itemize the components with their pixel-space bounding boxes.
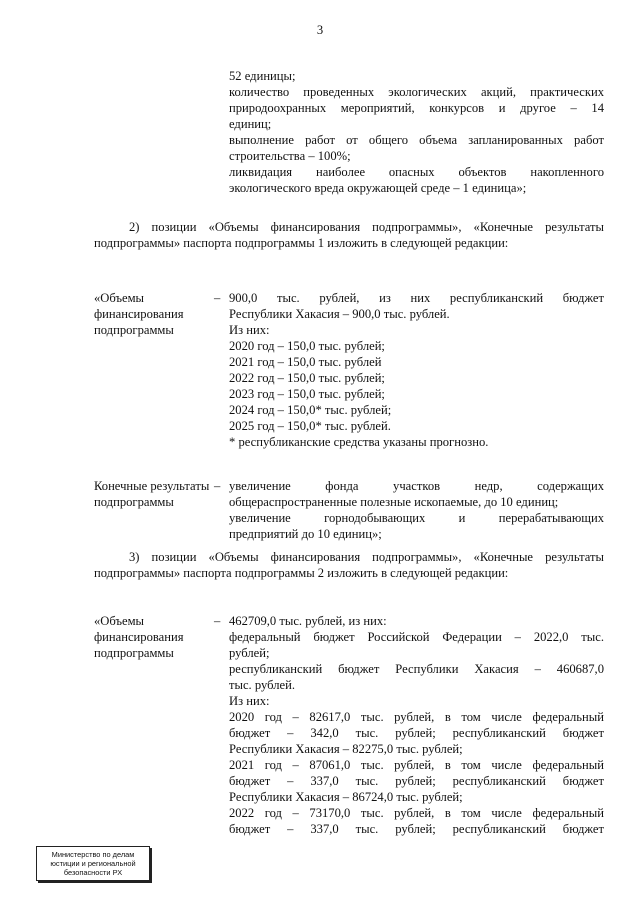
subprogram1-funding-dash: – xyxy=(214,291,221,305)
text-line: предприятий до 10 единиц»; xyxy=(229,527,382,541)
text-line: 2022 год – 73170,0 тыс. рублей, в том числе федеральный xyxy=(229,806,604,820)
text-line: тыс. рублей. xyxy=(229,678,295,692)
text-line: увеличение горнодобывающих и перерабатывающих xyxy=(229,511,604,525)
text-line: ликвидация наиболее опасных объектов накопленного xyxy=(229,165,604,179)
paragraph-3: 3) позиции «Объемы финансирования подпрограммы», «Конечные результаты подпрограммы» паспорта подпрограммы 2 изложить в следующей редакции: xyxy=(94,550,604,580)
text-line: экологического вреда окружающей среде – 1 единица»; xyxy=(229,181,527,195)
text-line: 2020 год – 150,0 тыс. рублей; xyxy=(229,339,385,353)
text-line: единиц; xyxy=(229,117,272,131)
text-line: Республики Хакасия – 900,0 тыс. рублей. xyxy=(229,307,450,321)
subprogram2-funding-label: «Объемы финансирования подпрограммы xyxy=(94,614,184,660)
text-line: 2021 год – 150,0 тыс. рублей xyxy=(229,355,382,369)
text-line: увеличение фонда участков недр, содержащих xyxy=(229,479,604,493)
text-line: 900,0 тыс. рублей, из них республиканский бюджет xyxy=(229,291,604,305)
text-line: природоохранных мероприятий, конкурсов и другое – 14 xyxy=(229,101,604,115)
text-line: 2021 год – 87061,0 тыс. рублей, в том числе федеральный xyxy=(229,758,604,772)
text-line: общераспространенные полезные ископаемые, до 10 единиц; xyxy=(229,495,559,509)
text-line: бюджет – 337,0 тыс. рублей; республиканский бюджет xyxy=(229,822,604,836)
text-line: 2025 год – 150,0* тыс. рублей. xyxy=(229,419,391,433)
text-line: количество проведенных экологических акций, практических xyxy=(229,85,604,99)
text-line: 2020 год – 82617,0 тыс. рублей, в том числе федеральный xyxy=(229,710,604,724)
text-line: федеральный бюджет Российской Федерации – 2022,0 тыс. xyxy=(229,630,604,644)
subprogram2-funding-value xyxy=(229,613,604,837)
text-line: Из них: xyxy=(229,694,270,708)
text-line: Из них: xyxy=(229,323,270,337)
subprogram1-funding-label: «Объемы финансирования подпрограммы xyxy=(94,291,184,337)
text-line: Республики Хакасия – 82275,0 тыс. рублей; xyxy=(229,742,463,756)
subprogram1-results-dash: – xyxy=(214,479,221,493)
text-line: выполнение работ от общего объема запланированных работ xyxy=(229,133,604,147)
text-line: Республики Хакасия – 86724,0 тыс. рублей; xyxy=(229,790,463,804)
text-line: 462709,0 тыс. рублей, из них: xyxy=(229,614,387,628)
text-line: * республиканские средства указаны прогнозно. xyxy=(229,435,489,449)
subprogram1-results-value xyxy=(229,478,604,542)
text-line: 2023 год – 150,0 тыс. рублей; xyxy=(229,387,385,401)
subprogram1-funding-value xyxy=(229,290,604,450)
top-list-block xyxy=(229,68,604,196)
page-number: 3 xyxy=(316,23,324,37)
text-line: 2022 год – 150,0 тыс. рублей; xyxy=(229,371,385,385)
text-line: 2024 год – 150,0* тыс. рублей; xyxy=(229,403,392,417)
text-line: бюджет – 342,0 тыс. рублей; республиканский бюджет xyxy=(229,726,604,740)
subprogram2-funding-dash: – xyxy=(214,614,221,628)
ministry-stamp: Министерство по делам юстиции и региональной безопасности РХ xyxy=(36,846,150,881)
text-line: республиканский бюджет Республики Хакасия – 460687,0 xyxy=(229,662,604,676)
paragraph-2: 2) позиции «Объемы финансирования подпрограммы», «Конечные результаты подпрограммы» паспорта подпрограммы 1 изложить в следующей редакции: xyxy=(94,220,604,250)
text-line: рублей; xyxy=(229,646,270,660)
subprogram1-results-label: Конечные результаты подпрограммы xyxy=(94,479,210,509)
text-line: 52 единицы; xyxy=(229,69,296,83)
text-line: бюджет – 337,0 тыс. рублей; республиканский бюджет xyxy=(229,774,604,788)
text-line: строительства – 100%; xyxy=(229,149,351,163)
